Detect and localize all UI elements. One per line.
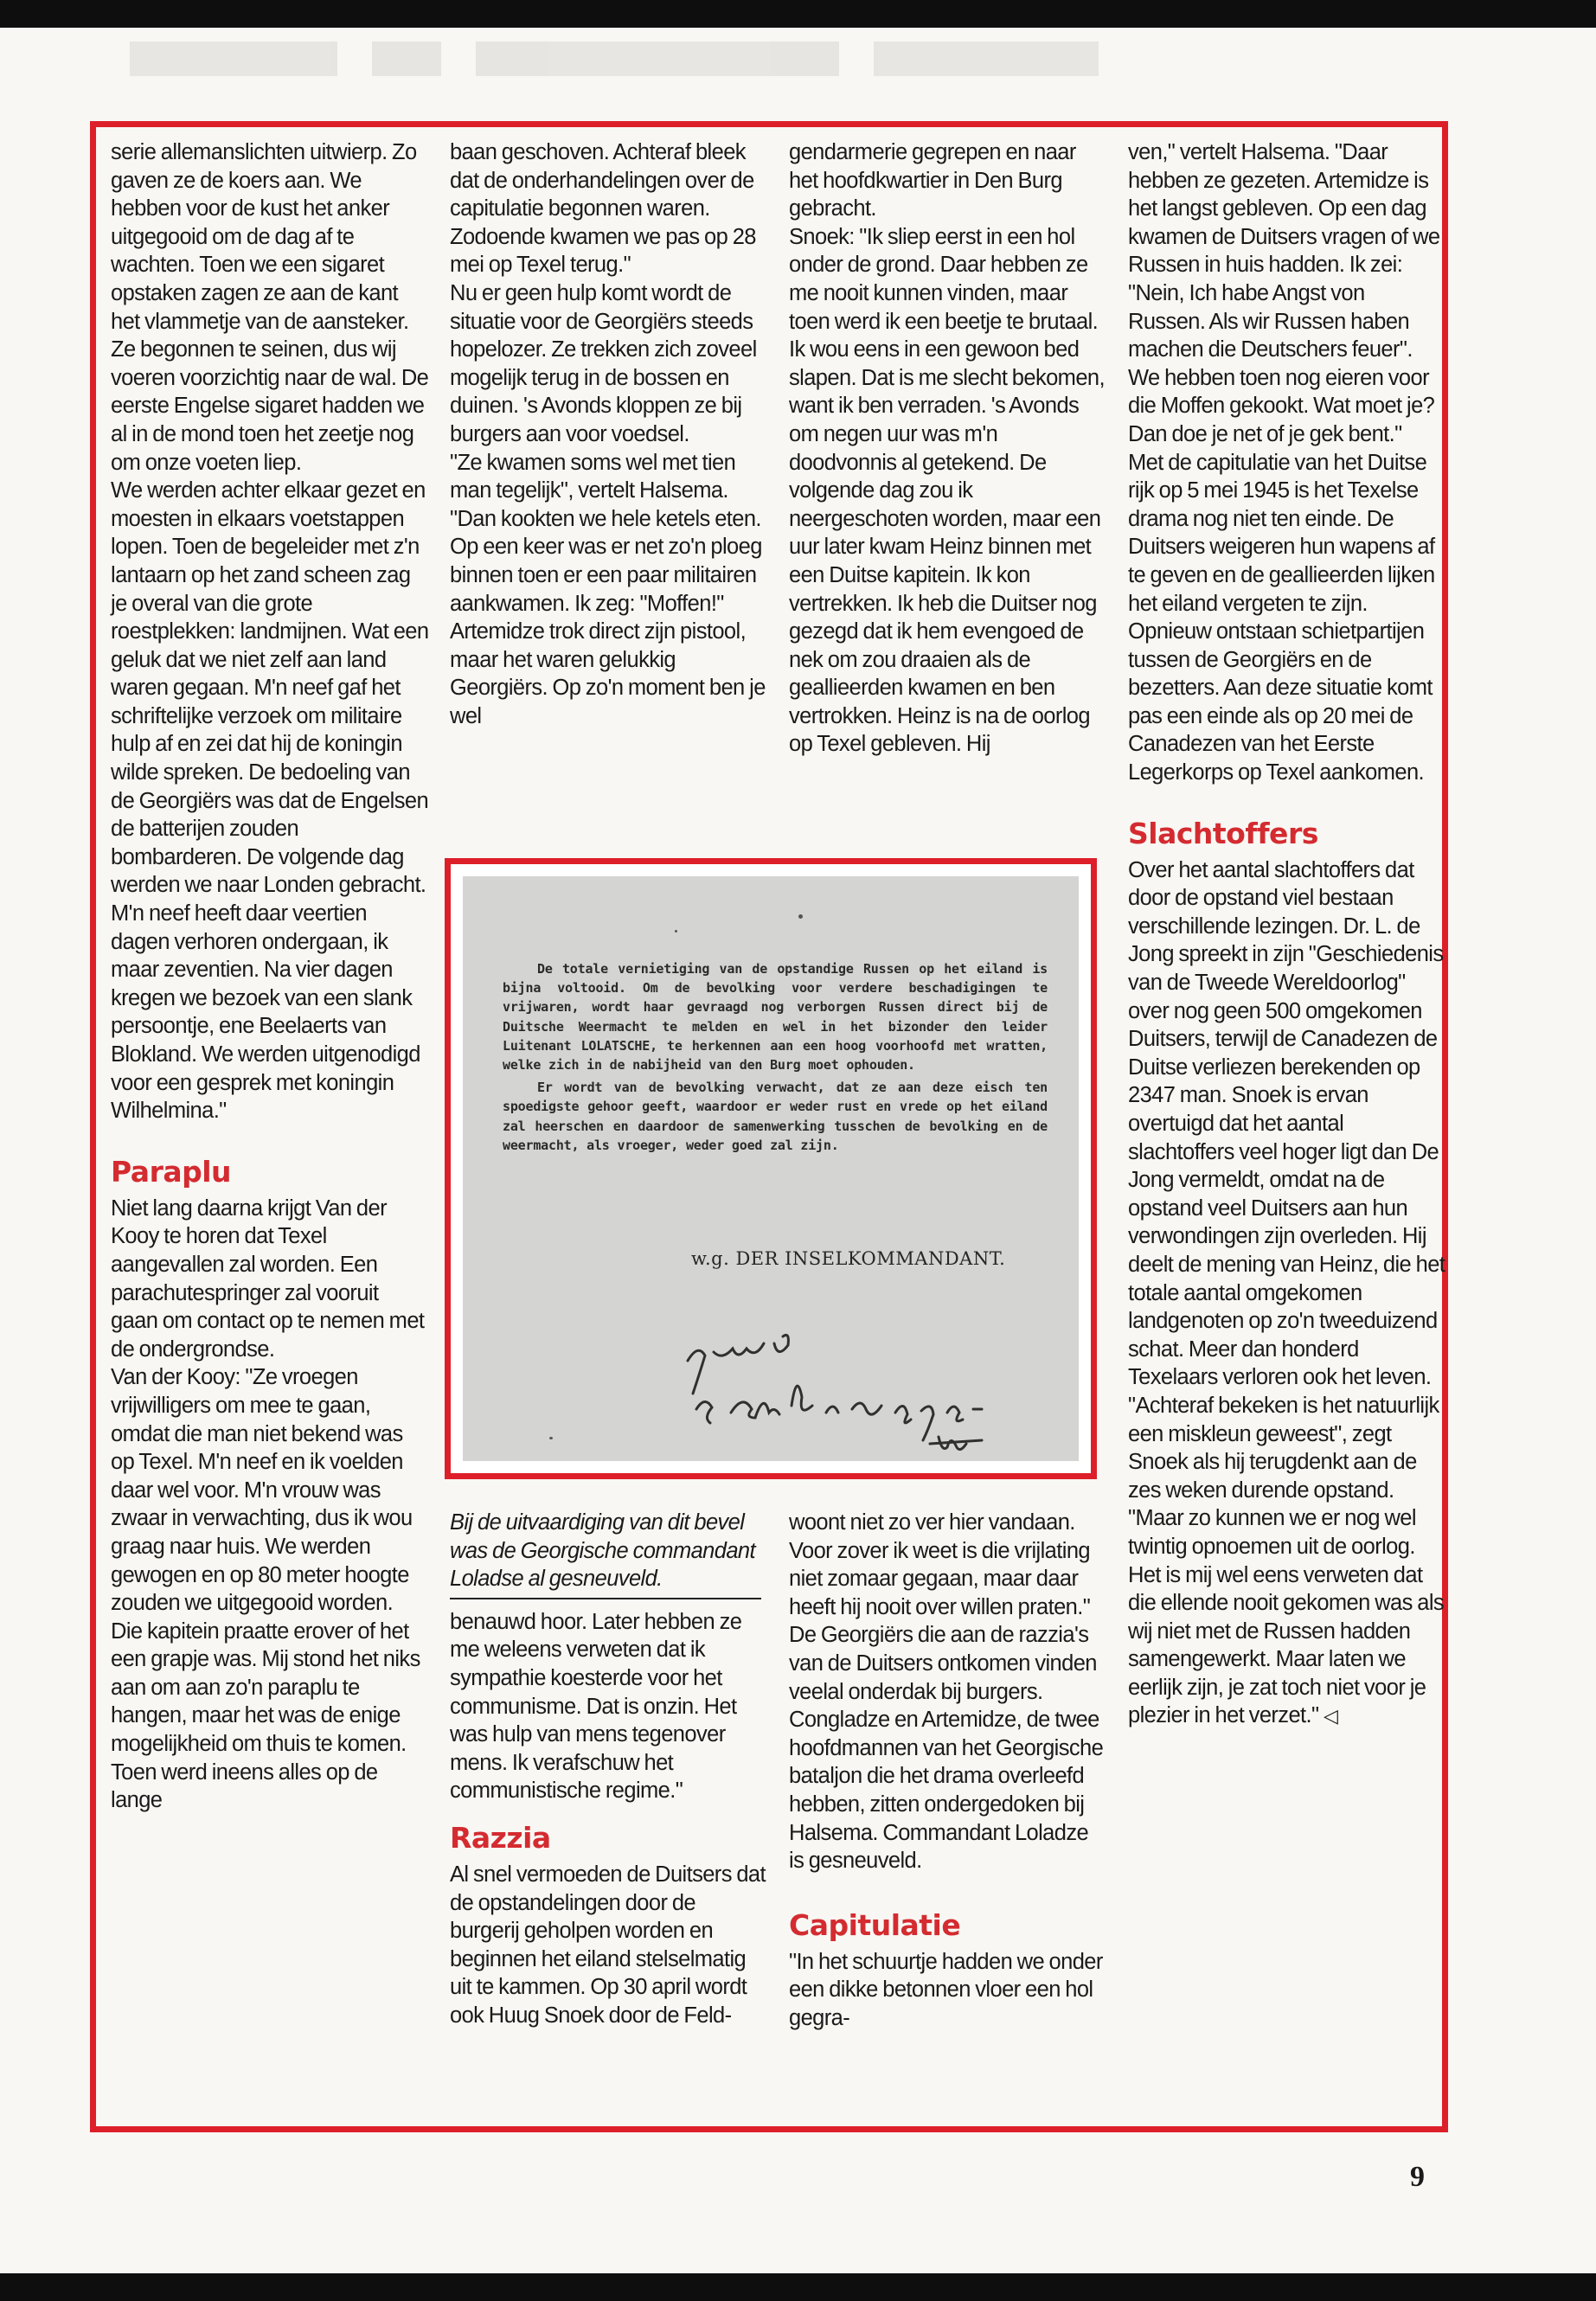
- section-heading-razzia: Razzia: [450, 1820, 551, 1855]
- end-of-article-icon: ◁: [1323, 1705, 1338, 1727]
- paragraph: Nu er geen hulp komt wordt de situatie voor de Georgiërs steeds hopelozer. Ze trekken zich zoveel mogelijk terug in de bossen en duinen. 's Avonds kloppen ze bij burgers aan voor voedsel.: [450, 280, 757, 446]
- paragraph: Niet lang daarna krijgt Van der Kooy te horen dat Texel aangevallen zal worden. Een parachutespringer zal vooruit gaan om contact op te nemen met de ondergrondse.: [111, 1195, 425, 1362]
- paragraph: woont niet zo ver hier vandaan. Voor zover ik weet is die vrijlating niet zomaar gegaan, maar daar heeft hij nooit over willen praten.": [789, 1510, 1091, 1619]
- paragraph: Met de capitulatie van het Duitse rijk op 5 mei 1945 is het Texelse drama nog niet ten einde. De Duitsers weigeren hun wapens af te geven en de geallieerden lijken het eiland vergeten te zijn. Opnieuw ontstaan schietpartijen tussen de Georgiërs en de bezetters. Aan deze situatie komt pas een einde als op 20 mei de Canadezen van het Eerste Legerkorps op Texel aankomen.: [1128, 450, 1435, 785]
- paragraph: gendarmerie gegrepen en naar het hoofdkwartier in Den Burg gebracht.: [789, 140, 1076, 221]
- column-4: [1128, 138, 1446, 1731]
- proclamation-paragraph: Er wordt van de bevolking verwacht, dat ze aan deze eisch ten spoedigste gehoor geeft, waardoor er weder rust en vrede op het eiland zal heerschen en daardoor de samenwerking tusschen de bevolking en de weermacht, als vroeger, weder goed zal zijn.: [503, 1080, 1048, 1153]
- paragraph: De Georgiërs die aan de razzia's van de Duitsers ontkomen vinden veelal onderdak bij burgers. Congladze en Artemidze, de twee hoofdmannen van het Georgische bataljon die het drama overleefd hebben, zitten ondergedoken bij Halsema. Commandant Loladze is gesneuveld.: [789, 1623, 1104, 1874]
- paragraph: serie allemanslichten uitwierp. Zo gaven ze de koers aan. We hebben voor de kust het anker uitgegooid om de dag af te wachten. Toen we een sigaret opstaken zagen ze aan de kant het vlammetje van de aansteker. Ze begonnen te seinen, dus wij voeren voorzichtig naar de wal. De eerste Engelse sigaret hadden we al in de mond toen het zeetje nog om onze voeten liep.: [111, 140, 429, 475]
- page-number: 9: [1410, 2161, 1425, 2193]
- column-3: [789, 138, 1107, 759]
- proclamation-document: [463, 876, 1079, 1461]
- paragraph: baan geschoven. Achteraf bleek dat de onderhandelingen over de capitulatie begonnen waren. Zodoende kwamen we pas op 28 mei op Texel terug.": [450, 140, 756, 278]
- paper-speck: [549, 1437, 553, 1439]
- section-heading-capitulatie: Capitulatie: [789, 1907, 961, 1942]
- paragraph: "Ze kwamen soms wel met tien man tegelijk", vertelt Halsema. "Dan kookten we hele ketels eten. Op een keer was er net zo'n ploeg binnen toen er een paar militairen aankwamen. Ik zeg: "Moffen!" Artemidze trok direct zijn pistool, maar het waren gelukkig Georgiërs. Op zo'n moment ben je wel: [450, 450, 766, 728]
- section-heading-paraplu: Paraplu: [111, 1154, 232, 1189]
- show-through-header: [130, 42, 1427, 111]
- column-3-lower: [789, 1509, 1107, 2033]
- paragraph-text: "Maar zo kunnen we er nog wel twintig opnoemen uit de oorlog. Het is mij wel eens verweten dat die ellende nooit gekomen was als wij niet met de Russen hadden samengewerkt. Maar laten we eerlijk zijn, je zat toch niet voor je plezier in het verzet.": [1128, 1506, 1445, 1728]
- paper-speck: [675, 930, 677, 933]
- paragraph: Van der Kooy: "Ze vroegen vrijwilligers om mee te gaan, omdat die man niet bekend was op Texel. M'n neef en ik voelden daar wel voor. M'n vrouw was zwaar in verwachting, dus ik wou graag naar huis. We werden gewogen en op 80 meter hoogte zouden we uitgegooid worden. Die kapitein praatte erover of het een grapje was. Mij stond het niks aan om aan zo'n paraplu te hangen, maar het was de enige mogelijkheid om thuis te komen. Toen werd ineens alles op de lange: [111, 1365, 420, 1813]
- proclamation-paragraph: De totale vernietiging van de opstandige Russen op het eiland is bijna voltooid. Om de bevolking voor verdere beschadigingen te vrijwaren, wordt haar gevraagd nog verborgen Russen direct bij de Duitsche Weermacht te melden en wel in het bizonder den leider Luitenant LOLATSCHE, te herkennen aan een hoog voorhoofd met wratten, welke zich in de nabijheid van den Burg moet ophouden.: [503, 961, 1048, 1074]
- paper-speck: [798, 914, 803, 919]
- paragraph: "In het schuurtje hadden we onder een dikke betonnen vloer een hol gegra-: [789, 1949, 1103, 2030]
- photo-caption: Bij de uitvaardiging van dit bevel was de Georgische commandant Loladse al gesneuveld.: [450, 1510, 755, 1592]
- paragraph: We werden achter elkaar gezet en moesten in elkaars voetstappen lopen. Toen de begeleider met z'n lantaarn op het zand scheen zag je overal van die grote roestplekken: landmijnen. Wat een geluk dat we niet zelf aan land waren gegaan. M'n neef gaf het schriftelijke verzoek om militaire hulp af en zei dat hij de koningin wilde spreken. De bedoeling van de Georgiërs was dat de Engelsen de batterijen zouden bombarderen. De volgende dag werden we naar Londen gebracht. M'n neef heeft daar veertien dagen verhoren ondergaan, ik maar zeventien. Na vier dagen kregen we bezoek van een slank persoontje, ene Beelaerts van Blokland. We werden uitgenodigd voor een gesprek met koningin Wilhelmina.": [111, 478, 429, 1124]
- proclamation-photo-frame: [445, 858, 1097, 1479]
- scan-bottom-border: [0, 2273, 1596, 2301]
- paragraph: Al snel vermoeden de Duitsers dat de opstandelingen door de burgerij geholpen worden en beginnen het eiland stelselmatig uit te kammen. Op 30 april wordt ook Huug Snoek door de Feld-: [450, 1862, 766, 2028]
- paragraph: ven," vertelt Halsema. "Daar hebben ze gezeten. Artemidze is het langst gebleven. Op een dag kwamen de Duitsers vragen of we Russen in huis hadden. Ik zei: "Nein, Ich habe Angst von Russen. Als wir Russen haben machen die Deutschers feuer". We hebben toen nog eieren voor die Moffen gekookt. Wat moet je? Dan doe je net of je gek bent.": [1128, 140, 1440, 446]
- caption-rule: [450, 1598, 761, 1599]
- column-2: [450, 138, 768, 730]
- handwritten-date-annotation: [679, 1326, 1025, 1461]
- paragraph: Over het aantal slachtoffers dat door de opstand viel bestaan verschillende lezingen. Dr. L. de Jong spreekt in zijn "Geschiedenis van de Tweede Wereldoorlog" over nog geen 500 omgekomen Duitsers, terwijl de Canadezen de Duitse verliezen berekenden op 2347 man. Snoek is ervan overtuigd dat het aantal slachtoffers veel hoger ligt dan De Jong vermeldt, omdat na de opstand veel Duitsers aan hun verwondingen zijn overleden. Hij deelt de mening van Heinz, die het totale aantal omgekomen landgenoten op zo'n tweeduizend schat. Meer dan honderd Texelaars verloren ook het leven.: [1128, 857, 1445, 1390]
- paragraph: benauwd hoor. Later hebben ze me weleens verweten dat ik sympathie koesterde voor het communisme. Dat is onzin. Het was hulp van mens tegenover mens. Ik verafschuw het communistische regime.": [450, 1609, 742, 1804]
- column-2-lower: [450, 1509, 768, 2030]
- paragraph: "Achteraf bekeken is het natuurlijk een miskleun geweest", zegt Snoek als hij terugdenkt aan de zes weken durende opstand.: [1128, 1393, 1439, 1503]
- column-1: [111, 138, 429, 1815]
- paragraph: [1128, 1504, 1446, 1731]
- proclamation-text: [503, 959, 1048, 1155]
- paragraph: Snoek: "Ik sliep eerst in een hol onder de grond. Daar hebben ze me nooit kunnen vinden, maar toen werd ik een beetje te brutaal. Ik wou eens in een gewoon bed slapen. Dat is me slecht bekomen, want ik ben verraden. 's Avonds om negen uur was m'n doodvonnis al getekend. De volgende dag zou ik neergeschoten worden, maar een uur later kwam Heinz binnen met een Duitse kapitein. Ik kon vertrekken. Ik heb die Duitser nog gezegd dat ik hem evengoed de nek om zou draaien als de geallieerden kwamen en ben vertrokken. Heinz is na de oorlog op Texel gebleven. Hij: [789, 224, 1105, 757]
- proclamation-signature-line: w.g. DER INSELKOMMANDANT.: [691, 1248, 1006, 1269]
- section-heading-slachtoffers: Slachtoffers: [1128, 816, 1318, 850]
- scan-top-border: [0, 0, 1596, 28]
